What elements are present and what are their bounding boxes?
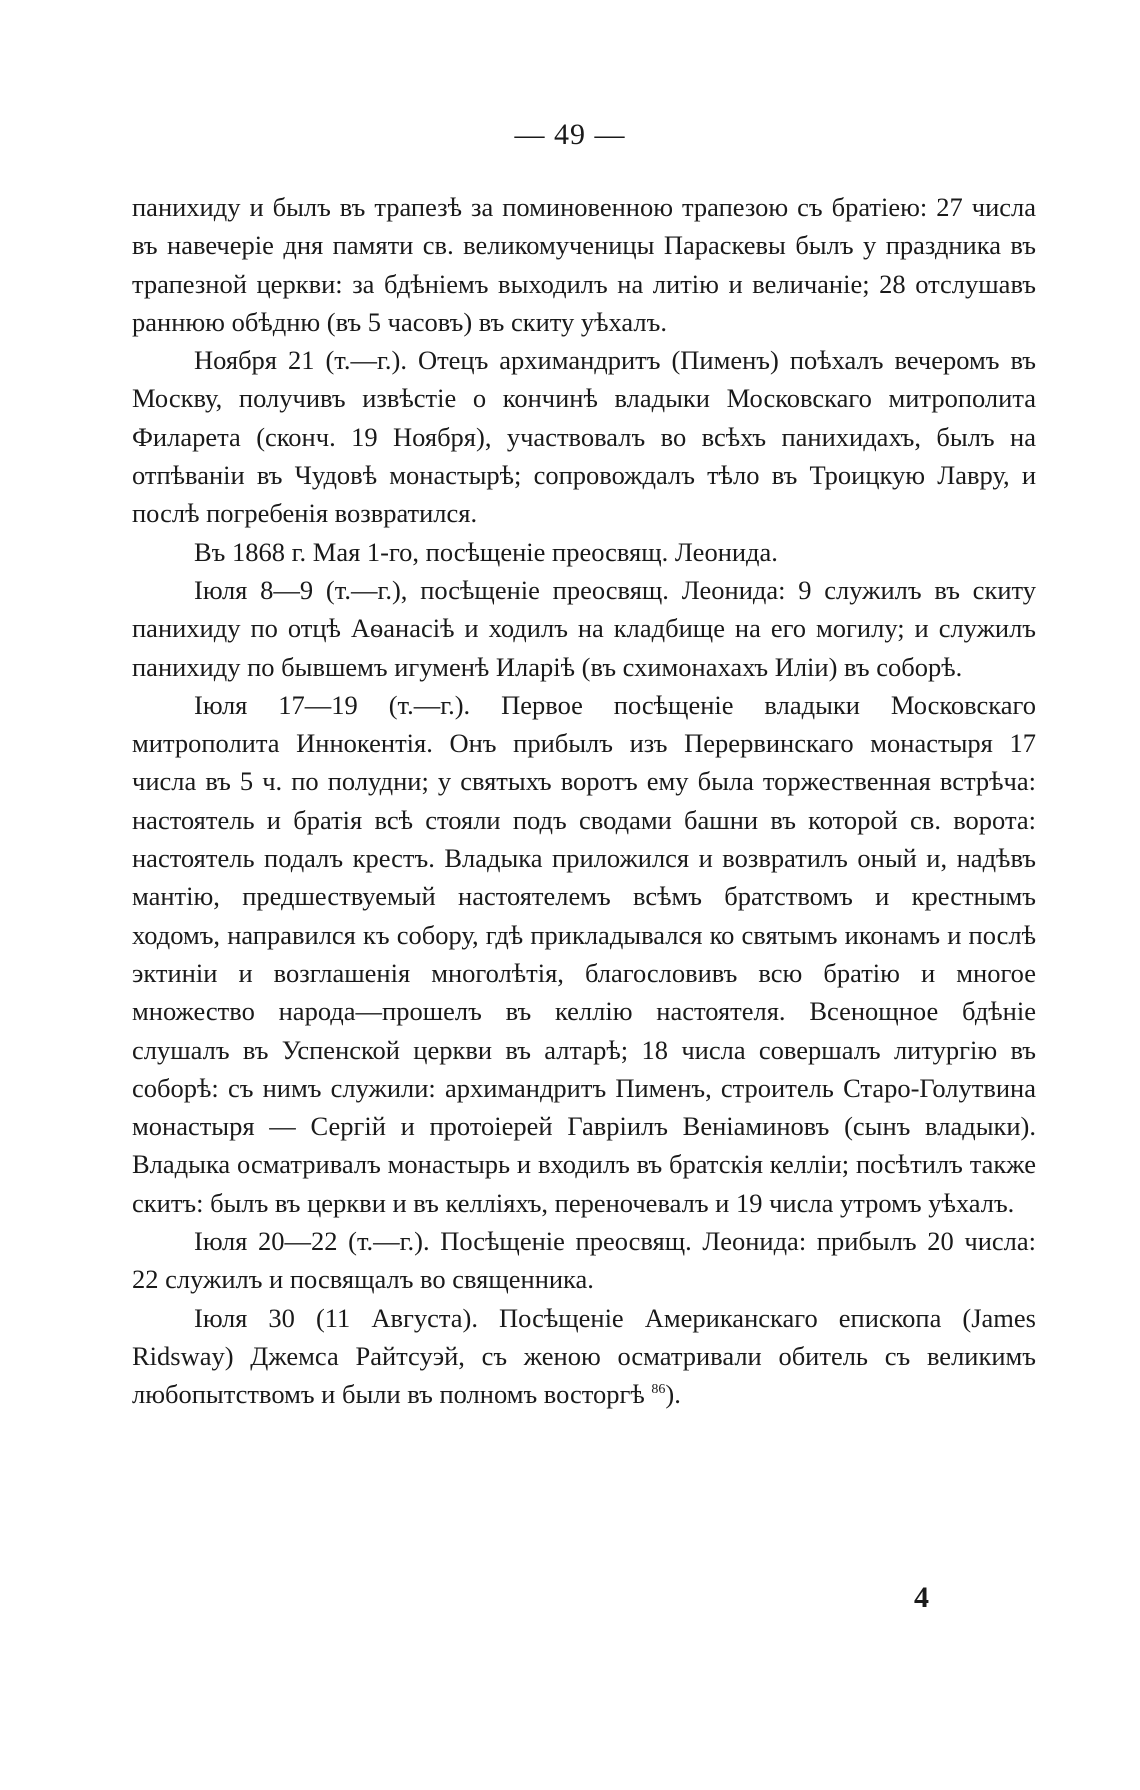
paragraph-1: панихиду и былъ въ трапезѣ за поминовенною трапезою съ братіею: 27 числа въ навечеріе дня памяти св. великомученицы Параскевы былъ у праздника въ трапезной церкви: за бдѣніемъ выходилъ на литію и величаніе; 28 отслушавъ раннюю обѣдню (въ 5 часовъ) въ скиту уѣхалъ. xyxy=(132,192,1036,337)
paragraph-3: Въ 1868 г. Мая 1-го, посѣщеніе преосвящ. Леонида. xyxy=(194,536,778,567)
paragraph-7-text: Іюля 30 (11 Августа). Посѣщеніе Американскаго епископа (James Ridsway) Джемса Райтсуэй, съ женою осматривали обитель съ великимъ любопытствомъ и были въ полномъ восторгѣ xyxy=(132,1302,1036,1410)
paragraph-7-tail: ). xyxy=(665,1379,681,1410)
main-text xyxy=(132,188,1036,1414)
paragraph-7 xyxy=(132,1299,1036,1414)
page-number: — 49 — xyxy=(514,118,626,151)
paragraph-6: Іюля 20—22 (т.—г.). Посѣщеніе преосвящ. Леонида: прибылъ 20 числа: 22 служилъ и посвящалъ во священника. xyxy=(132,1226,1036,1295)
paragraph-2: Ноября 21 (т.—г.). Отецъ архимандритъ (Пименъ) поѣхалъ вечеромъ въ Москву, получивъ извѣстіе о кончинѣ владыки Московскаго митрополита Филарета (сконч. 19 Ноября), участвовалъ во всѣхъ панихидахъ, былъ на отпѣваніи въ Чудовѣ монастырѣ; сопровождалъ тѣло въ Троицкую Лавру, и послѣ погребенія возвратился. xyxy=(132,345,1036,529)
footnote-marker: 86 xyxy=(651,1382,666,1398)
paragraph-4: Іюля 8—9 (т.—г.), посѣщеніе преосвящ. Леонида: 9 служилъ въ скиту панихиду по отцѣ Аѳанасіѣ и ходилъ на кладбище на его могилу; и служилъ панихиду по бывшемъ игуменѣ Иларіѣ (въ схимонахахъ Иліи) въ соборѣ. xyxy=(132,574,1036,682)
paragraph-5: Іюля 17—19 (т.—г.). Первое посѣщеніе владыки Московскаго митрополита Иннокентія. Онъ прибылъ изъ Перервинскаго монастыря 17 числа въ 5 ч. по полудни; у святыхъ воротъ ему была торжественная встрѣча: настоятель и братія всѣ стояли подъ сводами башни въ которой св. ворота: настоятель подалъ крестъ. Владыка приложился и возвратилъ оный и, надѣвъ мантію, предшествуемый настоятелемъ всѣмъ братствомъ и крестнымъ ходомъ, направился къ собору, гдѣ прикладывался ко святымъ иконамъ и послѣ эктиніи и возглашенія многолѣтія, благословивъ всю братію и многое множество народа—прошелъ въ келлію настоятеля. Всенощное бдѣніе слушалъ въ Успенской церкви въ алтарѣ; 18 числа совершалъ литургію въ соборѣ: съ нимъ служили: архимандритъ Пименъ, строитель Старо-Голутвина монастыря — Сергій и протоіерей Гавріилъ Веніаминовъ (сынъ владыки). Владыка осматривалъ монастырь и входилъ въ братскія келліи; посѣтилъ также скитъ: былъ въ церкви и въ келліяхъ, переночевалъ и 19 числа утромъ уѣхалъ. xyxy=(132,689,1036,1218)
signature-mark: 4 xyxy=(914,1581,929,1614)
